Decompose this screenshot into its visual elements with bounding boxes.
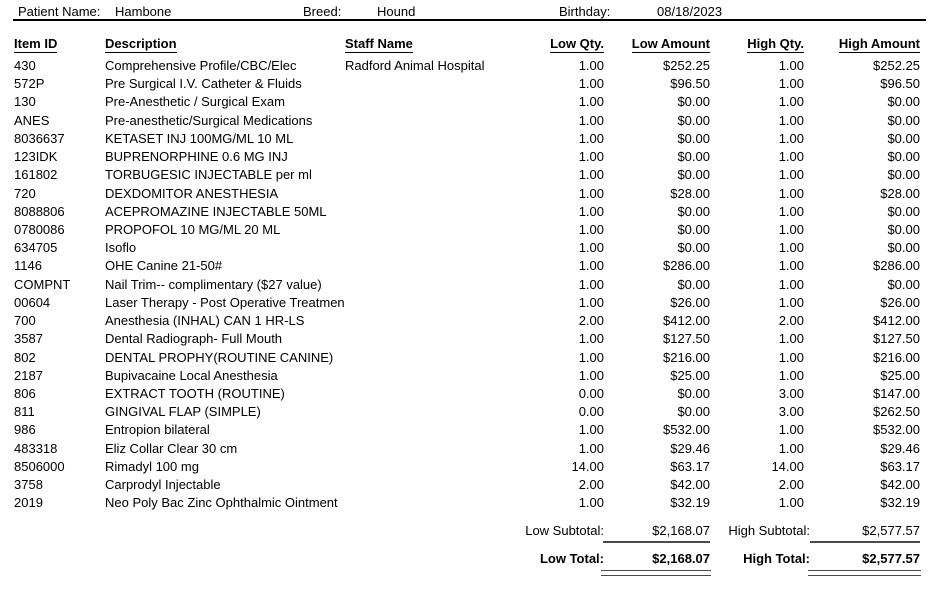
table-row (0, 349, 948, 367)
description-cell: KETASET INJ 100MG/ML 10 ML (105, 130, 294, 146)
high-qty-cell: 1.00 (778, 58, 804, 73)
column-header-item-id: Item ID (14, 36, 58, 51)
staff-name-cell (345, 367, 524, 385)
staff-name-cell (345, 276, 524, 294)
table-body (0, 57, 948, 512)
high-amount-cell: $0.00 (887, 221, 920, 237)
high-subtotal-value: $2,577.57 (862, 523, 920, 538)
table-row (0, 476, 948, 494)
high-amount-cell: $28.00 (880, 185, 920, 201)
high-total-double-rule (808, 570, 921, 576)
staff-name-cell (345, 112, 524, 130)
low-qty-cell: 2.00 (578, 313, 604, 329)
staff-name-cell (345, 294, 524, 312)
low-amount-cell: $252.25 (663, 58, 710, 73)
table-header-row (0, 36, 948, 53)
high-qty-cell: 1.00 (778, 185, 804, 201)
table-row (0, 93, 948, 111)
description-cell: Pre-Anesthetic / Surgical Exam (105, 94, 285, 110)
item-id-cell: 3758 (14, 477, 43, 493)
table-row (0, 385, 948, 403)
table-row (0, 294, 948, 312)
high-amount-cell: $42.00 (880, 477, 920, 493)
description-cell: Entropion bilateral (105, 422, 210, 438)
table-row (0, 166, 948, 184)
item-id-cell: 130 (14, 94, 36, 110)
column-header-high-qty: High Qty. (747, 36, 804, 51)
description-cell: Neo Poly Bac Zinc Ophthalmic Ointment (105, 495, 338, 511)
item-id-cell: 8088806 (14, 203, 65, 219)
high-qty-cell: 1.00 (778, 94, 804, 110)
item-id-cell: 720 (14, 185, 36, 201)
column-header-high-amount: High Amount (838, 36, 920, 51)
low-subtotal-label: Low Subtotal: (525, 523, 604, 538)
low-amount-cell: $96.50 (670, 76, 710, 92)
low-amount-cell: $532.00 (663, 422, 710, 438)
high-amount-cell: $96.50 (880, 76, 920, 92)
breed-value: Hound (377, 4, 416, 19)
staff-name-cell (345, 93, 524, 111)
description-cell: Rimadyl 100 mg (105, 458, 199, 474)
header-divider-rule (13, 19, 926, 21)
high-amount-cell: $26.00 (880, 294, 920, 310)
low-amount-cell: $0.00 (677, 149, 710, 165)
high-amount-cell: $262.50 (873, 404, 920, 420)
high-amount-cell: $29.46 (880, 440, 920, 456)
staff-name-cell (345, 166, 524, 184)
birthday-label: Birthday: (559, 4, 611, 19)
staff-name-cell (345, 239, 524, 257)
item-id-cell: 00604 (14, 294, 51, 310)
table-row (0, 312, 948, 330)
high-qty-cell: 1.00 (778, 367, 804, 383)
item-id-cell: 811 (14, 404, 35, 420)
description-cell: OHE Canine 21-50# (105, 258, 223, 274)
description-cell: Dental Radiograph- Full Mouth (105, 331, 283, 347)
table-row (0, 458, 948, 476)
high-amount-cell: $0.00 (887, 276, 920, 292)
low-amount-cell: $25.00 (670, 367, 710, 383)
item-id-cell: 802 (14, 349, 36, 365)
item-id-cell: 123IDK (14, 149, 58, 165)
low-amount-cell: $0.00 (677, 203, 710, 219)
low-qty-cell: 1.00 (578, 440, 604, 456)
item-id-cell: 8506000 (14, 458, 65, 474)
high-amount-cell: $63.17 (880, 458, 920, 474)
high-qty-cell: 1.00 (778, 495, 804, 511)
high-total-label: High Total: (743, 551, 810, 566)
high-amount-cell: $412.00 (873, 313, 920, 329)
column-header-low-qty: Low Qty. (550, 36, 604, 51)
high-qty-cell: 1.00 (778, 167, 804, 183)
high-subtotal-label: High Subtotal: (728, 523, 810, 538)
high-qty-cell: 3.00 (778, 385, 804, 401)
low-qty-cell: 1.00 (578, 331, 604, 347)
description-cell: Nail Trim-- complimentary ($27 value) (105, 276, 322, 292)
table-row (0, 148, 948, 166)
description-cell: Comprehensive Profile/CBC/Elec (105, 58, 297, 73)
item-id-cell: COMPNT (14, 276, 71, 292)
high-amount-cell: $0.00 (887, 167, 920, 183)
description-cell: Pre Surgical I.V. Catheter & Fluids (105, 76, 302, 92)
low-amount-cell: $0.00 (677, 404, 710, 420)
table-row (0, 494, 948, 512)
high-qty-cell: 1.00 (778, 203, 804, 219)
high-amount-cell: $0.00 (887, 240, 920, 256)
low-qty-cell: 1.00 (578, 185, 604, 201)
high-qty-cell: 2.00 (778, 313, 804, 329)
staff-name-cell (345, 494, 524, 512)
high-qty-cell: 1.00 (778, 76, 804, 92)
low-amount-cell: $0.00 (677, 276, 710, 292)
low-qty-cell: 1.00 (578, 367, 604, 383)
high-qty-cell: 1.00 (778, 149, 804, 165)
low-amount-cell: $42.00 (670, 477, 710, 493)
high-amount-cell: $0.00 (887, 203, 920, 219)
low-qty-cell: 1.00 (578, 495, 604, 511)
high-qty-cell: 1.00 (778, 276, 804, 292)
low-total-value: $2,168.07 (652, 551, 710, 566)
low-amount-cell: $0.00 (677, 240, 710, 256)
high-amount-cell: $532.00 (873, 422, 920, 438)
staff-name-cell (345, 130, 524, 148)
column-header-description: Description (105, 36, 177, 51)
item-id-cell: 572P (14, 76, 45, 92)
table-row (0, 239, 948, 257)
high-total-value: $2,577.57 (862, 551, 920, 566)
high-amount-cell: $0.00 (887, 149, 920, 165)
high-qty-cell: 1.00 (778, 440, 804, 456)
high-qty-cell: 1.00 (778, 258, 804, 274)
low-total-double-rule (601, 570, 711, 576)
low-amount-cell: $0.00 (677, 221, 710, 237)
column-header-staff-name: Staff Name (345, 36, 413, 51)
low-amount-cell: $26.00 (670, 294, 710, 310)
high-amount-cell: $127.50 (873, 331, 920, 347)
table-row (0, 203, 948, 221)
high-qty-cell: 3.00 (778, 404, 804, 420)
staff-name-cell (345, 458, 524, 476)
low-amount-cell: $0.00 (677, 385, 710, 401)
description-cell: Isoflo (105, 240, 137, 256)
description-cell: PROPOFOL 10 MG/ML 20 ML (105, 221, 281, 237)
low-qty-cell: 0.00 (578, 404, 604, 420)
staff-name-cell (345, 185, 524, 203)
low-qty-cell: 1.00 (578, 167, 604, 183)
table-row (0, 75, 948, 93)
item-id-cell: 700 (14, 313, 36, 329)
item-id-cell: ANES (14, 112, 50, 128)
high-qty-cell: 1.00 (778, 294, 804, 310)
low-qty-cell: 14.00 (571, 458, 604, 474)
low-qty-cell: 1.00 (578, 94, 604, 110)
high-qty-cell: 1.00 (778, 240, 804, 256)
patient-name-label: Patient Name: (18, 4, 101, 19)
table-row (0, 330, 948, 348)
low-qty-cell: 2.00 (578, 477, 604, 493)
table-row (0, 440, 948, 458)
staff-name-cell (345, 440, 524, 458)
low-amount-cell: $29.46 (670, 440, 710, 456)
table-row (0, 57, 948, 75)
low-total-label: Low Total: (539, 551, 604, 566)
low-qty-cell: 1.00 (578, 349, 604, 365)
staff-name-cell (345, 203, 524, 221)
high-qty-cell: 1.00 (778, 112, 804, 128)
item-id-cell: 483318 (14, 440, 58, 456)
table-row (0, 257, 948, 275)
low-amount-cell: $63.17 (670, 458, 710, 474)
high-amount-cell: $25.00 (880, 367, 920, 383)
table-row (0, 421, 948, 439)
high-qty-cell: 1.00 (778, 331, 804, 347)
staff-name-cell (345, 403, 524, 421)
table-row (0, 112, 948, 130)
description-cell: GINGIVAL FLAP (SIMPLE) (105, 404, 261, 420)
table-row (0, 185, 948, 203)
high-subtotal-rule (810, 541, 920, 543)
low-amount-cell: $0.00 (677, 94, 710, 110)
item-id-cell: 3587 (14, 331, 43, 347)
staff-name-cell (345, 148, 524, 166)
staff-name-cell (345, 312, 524, 330)
table-row (0, 367, 948, 385)
staff-name-cell (345, 257, 524, 275)
low-amount-cell: $216.00 (663, 349, 710, 365)
low-qty-cell: 1.00 (578, 149, 604, 165)
low-amount-cell: $412.00 (663, 313, 710, 329)
low-qty-cell: 1.00 (578, 294, 604, 310)
staff-name-cell (345, 349, 524, 367)
low-amount-cell: $28.00 (670, 185, 710, 201)
low-qty-cell: 1.00 (578, 76, 604, 92)
low-amount-cell: $127.50 (663, 331, 710, 347)
high-qty-cell: 1.00 (778, 130, 804, 146)
item-id-cell: 0780086 (14, 221, 65, 237)
high-qty-cell: 1.00 (778, 221, 804, 237)
staff-name-cell (345, 221, 524, 239)
high-amount-cell: $286.00 (873, 258, 920, 274)
high-qty-cell: 1.00 (778, 349, 804, 365)
low-qty-cell: 1.00 (578, 240, 604, 256)
low-qty-cell: 0.00 (578, 385, 604, 401)
item-id-cell: 1146 (14, 258, 42, 274)
low-subtotal-rule (603, 541, 710, 543)
description-cell: Anesthesia (INHAL) CAN 1 HR-LS (105, 313, 305, 329)
low-amount-cell: $0.00 (677, 130, 710, 146)
item-id-cell: 2187 (14, 367, 43, 383)
high-qty-cell: 1.00 (778, 422, 804, 438)
description-cell: Pre-anesthetic/Surgical Medications (105, 112, 313, 128)
item-id-cell: 634705 (14, 240, 58, 256)
table-row (0, 221, 948, 239)
low-qty-cell: 1.00 (578, 276, 604, 292)
description-cell: TORBUGESIC INJECTABLE per ml (105, 167, 312, 183)
item-id-cell: 430 (14, 58, 36, 73)
staff-name-cell (345, 476, 524, 494)
high-amount-cell: $216.00 (873, 349, 920, 365)
low-qty-cell: 1.00 (578, 130, 604, 146)
table-row (0, 403, 948, 421)
table-row (0, 130, 948, 148)
item-id-cell: 161802 (14, 167, 58, 183)
high-amount-cell: $147.00 (873, 385, 920, 401)
low-qty-cell: 1.00 (578, 258, 604, 274)
item-id-cell: 2019 (14, 495, 43, 511)
staff-name-cell (345, 330, 524, 348)
low-qty-cell: 1.00 (578, 58, 604, 73)
table-row (0, 276, 948, 294)
low-qty-cell: 1.00 (578, 422, 604, 438)
birthday-value: 08/18/2023 (657, 4, 723, 19)
high-amount-cell: $0.00 (887, 94, 920, 110)
high-qty-cell: 2.00 (778, 477, 804, 493)
high-amount-cell: $0.00 (887, 130, 920, 146)
staff-name-cell (345, 385, 524, 403)
description-cell: BUPRENORPHINE 0.6 MG INJ (105, 149, 288, 165)
high-amount-cell: $32.19 (880, 495, 920, 511)
low-subtotal-value: $2,168.07 (652, 523, 710, 538)
description-cell: ACEPROMAZINE INJECTABLE 50ML (105, 203, 327, 219)
low-qty-cell: 1.00 (578, 203, 604, 219)
high-amount-cell: $0.00 (887, 112, 920, 128)
breed-label: Breed: (303, 4, 342, 19)
description-cell: DEXDOMITOR ANESTHESIA (105, 185, 279, 201)
high-qty-cell: 14.00 (771, 458, 804, 474)
patient-name-value: Hambone (115, 4, 172, 19)
staff-name-cell (345, 75, 524, 93)
description-cell: Eliz Collar Clear 30 cm (105, 440, 238, 456)
low-amount-cell: $0.00 (677, 112, 710, 128)
low-qty-cell: 1.00 (578, 112, 604, 128)
staff-name-cell: Radford Animal Hospital (345, 58, 485, 73)
description-cell: EXTRACT TOOTH (ROUTINE) (105, 385, 285, 401)
item-id-cell: 806 (14, 385, 36, 401)
low-amount-cell: $0.00 (677, 167, 710, 183)
low-amount-cell: $32.19 (670, 495, 710, 511)
description-cell: Laser Therapy - Post Operative Treatmen (105, 294, 345, 310)
item-id-cell: 8036637 (14, 130, 65, 146)
column-header-low-amount: Low Amount (631, 36, 710, 51)
staff-name-cell (345, 421, 524, 439)
high-amount-cell: $252.25 (873, 58, 920, 73)
item-id-cell: 986 (14, 422, 36, 438)
low-amount-cell: $286.00 (663, 258, 710, 274)
description-cell: Carprodyl Injectable (105, 477, 221, 493)
low-qty-cell: 1.00 (578, 221, 604, 237)
description-cell: DENTAL PROPHY(ROUTINE CANINE) (105, 349, 334, 365)
description-cell: Bupivacaine Local Anesthesia (105, 367, 278, 383)
